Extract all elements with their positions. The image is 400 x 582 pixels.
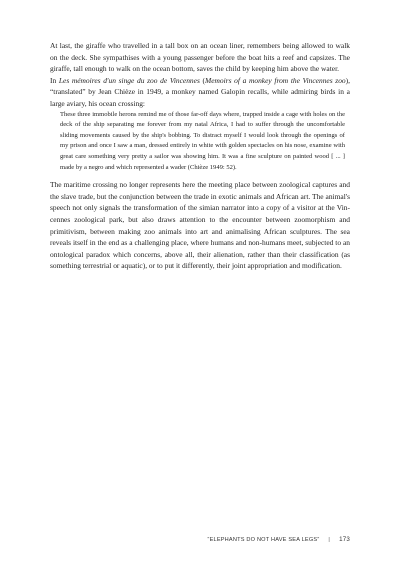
running-head: “ELEPHANTS DO NOT HAVE SEA LEGS” <box>207 537 320 543</box>
paragraph-maritime-crossing: The maritime crossing no longer represents here the meeting place between zoological captures and the slave trade, but the conjunction between the trade in exotic animals and African art. The animal's speech not only signals the transformation of the simian narrator into a copy of a visitor at the Vincennes zoological park, but also draws attention to the encounter between zoomorphism and primitivism, between making zoo animals into art and animalising African sculptures. The sea reveals itself in the end as a challenging place, where humans and non-humans meet, subjected to an ontological paradox which concerns, above all, their alienation, rather than their classification (as something terrestrial or aquatic), or to put it differently, their joint appropriation and modification. <box>50 180 350 271</box>
book-title-french: Les mémoires d'un singe du zoo de Vincennes <box>58 75 200 85</box>
page-footer <box>0 536 350 543</box>
p2-open: ( <box>199 75 206 85</box>
paragraph-giraffe: At last, the giraffe who travelled in a tall box on an ocean liner, remembers being allowed to walk on the deck. She sympathises with a young passenger before the boat hits a reef and capsizes. The giraffe, tall enough to walk on the ocean bottom, saves the child by keeping him above the water. <box>50 41 350 74</box>
p2-rest: ), “translated” by Jean Chièze in 1949, a monkey named Galopin recalls, while admiring birds in a large aviary, his ocean crossing: <box>50 75 350 108</box>
page-number: 173 <box>339 536 350 543</box>
footer-separator: | <box>328 537 331 543</box>
block-quote: These three immobile herons remind me of those far-off days where, trapped inside a cage with holes on the deck of the ship separating me forever from my natal Africa, I had to suffer through the uncomfortable sliding movements caused by the ship's bobbing. To distract myself I would look through the openings of my prison and once I saw a man, dressed entirely in white with golden spectacles on his nose, examine with great care something very pretty a sailor was showing him. It was a fine sculpture on painted wood [ ... ] made by a negro and which represented a wader (Chièze 1949: 52). <box>60 110 345 171</box>
paragraph-monkey-intro <box>50 75 350 110</box>
page-body <box>50 40 350 272</box>
p2-prefix: In <box>50 75 59 85</box>
book-title-english: Memoirs of a monkey from the Vincennes zoo <box>205 75 346 85</box>
